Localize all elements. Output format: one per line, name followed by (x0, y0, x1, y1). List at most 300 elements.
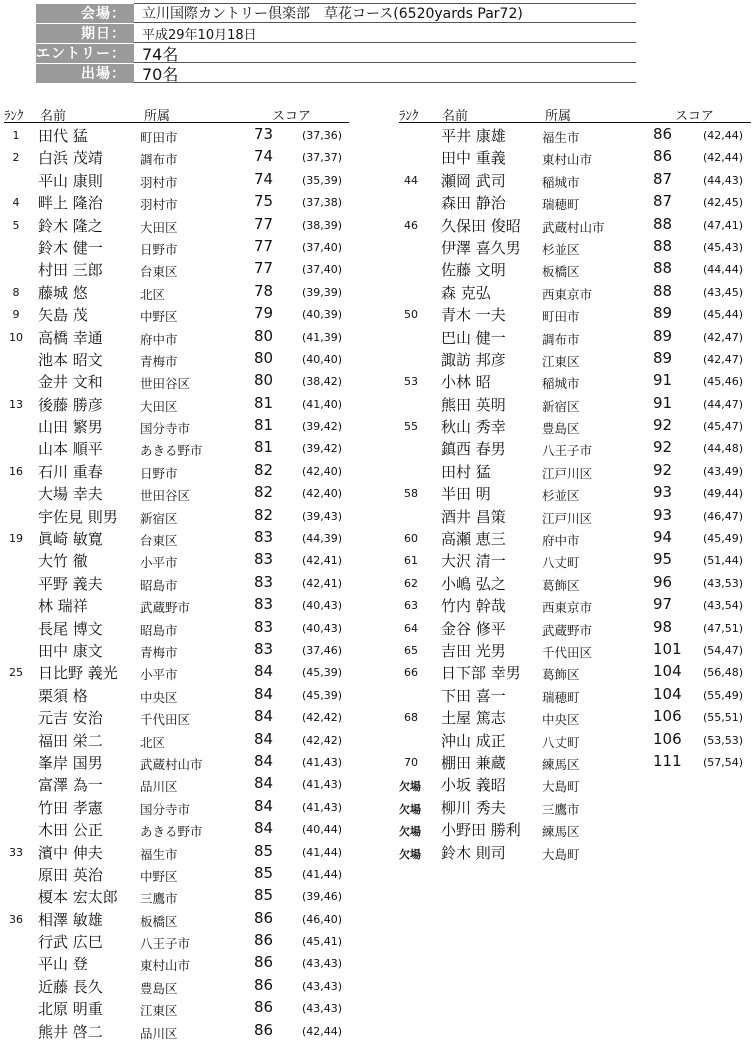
table-row (399, 728, 751, 750)
venue-label: 会場： (36, 4, 134, 23)
starters-label: 出場： (36, 64, 134, 83)
name-cell: 半田 明 (441, 485, 491, 504)
table-row (4, 817, 349, 839)
split-cell: (43,43) (302, 1002, 343, 1016)
split-cell: (45,41) (302, 935, 343, 949)
score-cell: 86 (254, 953, 274, 972)
club-cell: 武蔵村山市 (140, 756, 203, 772)
split-cell: (44,39) (302, 532, 343, 546)
split-cell: (37,40) (302, 263, 343, 277)
club-cell: 国分寺市 (140, 421, 191, 437)
rank-cell: 33 (9, 845, 23, 859)
name-cell: 金谷 修平 (441, 619, 506, 638)
rank-cell: 19 (9, 532, 23, 546)
name-cell: 鈴木 則司 (441, 843, 506, 862)
name-cell: 石川 重春 (38, 462, 103, 481)
name-cell: 伊澤 喜久男 (441, 238, 521, 257)
split-cell: (41,40) (302, 397, 343, 411)
score-cell: 83 (254, 550, 274, 569)
table-row (399, 369, 751, 391)
split-cell: (45,43) (703, 240, 744, 254)
table-row (399, 213, 751, 235)
table-row (399, 190, 751, 212)
name-cell: 棚田 兼蔵 (441, 753, 506, 772)
split-cell: (44,43) (703, 173, 744, 187)
table-row (399, 817, 751, 839)
name-cell: 諏訪 邦彦 (441, 350, 506, 369)
name-cell: 熊井 啓二 (38, 1022, 103, 1041)
club-cell: 青梅市 (140, 644, 178, 660)
table-row (4, 548, 349, 570)
score-cell: 88 (653, 214, 673, 233)
rank-cell: 36 (9, 912, 23, 926)
score-cell: 83 (254, 572, 274, 591)
name-cell: 栗須 格 (38, 686, 88, 705)
score-cell: 106 (653, 729, 682, 748)
rank-cell: 1 (12, 129, 20, 142)
club-cell: 府中市 (140, 331, 178, 347)
club-cell: 板橋区 (542, 264, 580, 280)
split-cell: (42,40) (302, 487, 343, 501)
name-cell: 平井 康雄 (441, 127, 506, 145)
rank-cell: 44 (404, 173, 418, 187)
starters-row (36, 63, 636, 83)
name-cell: 平野 義夫 (38, 574, 103, 593)
score-cell: 104 (653, 662, 682, 681)
split-cell: (45,44) (703, 308, 744, 322)
split-cell: (41,43) (302, 800, 343, 814)
name-cell: 吉田 光男 (441, 641, 506, 660)
name-cell: 久保田 俊昭 (441, 216, 521, 235)
table-row (399, 795, 751, 817)
score-cell: 80 (254, 371, 274, 390)
name-cell: 鈴木 隆之 (38, 216, 103, 235)
score-cell: 73 (254, 125, 274, 143)
name-cell: 相澤 敏雄 (38, 910, 103, 929)
club-cell: 瑞穂町 (542, 197, 580, 213)
score-cell: 84 (254, 819, 274, 838)
split-cell: (45,47) (703, 420, 744, 434)
score-cell: 89 (653, 326, 673, 345)
club-cell: 葛飾区 (542, 577, 580, 593)
split-cell: (54,47) (703, 643, 744, 657)
score-cell: 92 (653, 460, 673, 479)
name-cell: 矢島 茂 (38, 306, 88, 325)
split-cell: (42,47) (703, 352, 744, 366)
split-cell: (39,42) (302, 420, 343, 434)
score-cell: 88 (653, 259, 673, 278)
club-cell: 昭島市 (140, 577, 178, 593)
table-row (399, 347, 751, 369)
table-header (399, 105, 751, 123)
split-cell: (40,40) (302, 352, 343, 366)
name-cell: 酒井 昌策 (441, 507, 506, 526)
score-cell: 86 (254, 908, 274, 927)
club-cell: 福生市 (140, 846, 178, 862)
table-row (4, 414, 349, 436)
table-row (4, 884, 349, 906)
name-cell: 眞崎 敏寛 (38, 530, 103, 549)
table-row (4, 436, 349, 458)
rank-cell: 5 (12, 218, 20, 232)
split-cell: (37,37) (302, 151, 343, 165)
table-row (4, 593, 349, 615)
club-cell: 杉並区 (542, 488, 580, 504)
table-row (4, 951, 349, 973)
name-cell: 金井 文和 (38, 373, 103, 392)
table-row (4, 392, 349, 414)
score-header: スコア (675, 109, 715, 124)
club-cell: 府中市 (542, 533, 580, 549)
split-cell: (44,44) (703, 263, 744, 277)
club-cell: 品川区 (140, 779, 178, 795)
club-cell: 八丈町 (542, 734, 580, 750)
rank-cell: 13 (9, 397, 23, 411)
club-cell: 江東区 (542, 353, 580, 369)
venue-value: 立川国際カントリー倶楽部 草花コース(6520yards Par72) (142, 6, 523, 22)
score-cell: 86 (254, 998, 274, 1017)
score-header: スコア (272, 109, 312, 124)
table-row (399, 683, 751, 705)
name-cell: 行武 広巳 (38, 933, 103, 952)
score-cell: 77 (254, 259, 274, 278)
table-row (399, 459, 751, 481)
split-cell: (38,39) (302, 218, 343, 232)
split-cell: (42,44) (703, 129, 744, 142)
name-cell: 後藤 勝彦 (38, 395, 103, 414)
name-cell: 元吉 安治 (38, 709, 103, 728)
club-cell: 羽村市 (140, 174, 178, 190)
name-cell: 福田 栄二 (38, 731, 103, 750)
name-cell: 長尾 博文 (38, 619, 103, 638)
split-cell: (38,42) (302, 375, 343, 389)
score-cell: 91 (653, 371, 673, 390)
table-row (399, 325, 751, 347)
club-cell: 西東京市 (542, 600, 593, 616)
score-cell: 78 (254, 281, 274, 300)
score-cell: 84 (254, 707, 274, 726)
club-cell: 葛飾区 (542, 667, 580, 683)
score-cell: 86 (653, 125, 673, 143)
table-row (4, 862, 349, 884)
name-cell: 山田 繁男 (38, 418, 103, 437)
club-cell: 練馬区 (542, 756, 580, 772)
split-cell: (39,39) (302, 285, 343, 299)
rank-cell: 欠場 (399, 802, 421, 816)
results-table-right (399, 105, 751, 862)
score-cell: 80 (254, 326, 274, 345)
club-cell: 大田区 (140, 398, 178, 414)
club-cell: 千代田区 (542, 644, 593, 660)
split-cell: (42,44) (703, 151, 744, 165)
rank-cell: 62 (404, 576, 418, 590)
table-row (399, 660, 751, 682)
table-row (4, 660, 349, 682)
split-cell: (45,39) (302, 666, 343, 680)
rank-cell: 欠場 (399, 780, 421, 794)
table-row (4, 772, 349, 794)
score-cell: 111 (653, 751, 682, 770)
club-cell: 小平市 (140, 667, 178, 683)
table-row (4, 504, 349, 526)
score-cell: 104 (653, 684, 682, 703)
score-cell: 87 (653, 169, 673, 188)
table-row (399, 504, 751, 526)
name-header: 名前 (442, 109, 469, 124)
name-cell: 峯岸 国男 (38, 753, 103, 772)
club-cell: 台東区 (140, 533, 178, 549)
rank-cell: 欠場 (399, 825, 421, 839)
name-cell: 平山 登 (38, 955, 88, 974)
table-row (4, 257, 349, 279)
score-cell: 85 (254, 886, 274, 905)
table-row (4, 996, 349, 1018)
table-row (4, 325, 349, 347)
club-cell: 大田区 (140, 219, 178, 235)
club-cell: 小平市 (140, 555, 178, 571)
table-row (399, 772, 751, 794)
club-cell: 町田市 (140, 130, 178, 145)
name-cell: 田中 重義 (441, 149, 506, 168)
score-cell: 81 (254, 416, 274, 435)
name-cell: 近藤 長久 (38, 977, 103, 996)
rank-cell: 58 (404, 487, 418, 501)
table-body (399, 123, 751, 862)
name-cell: 平山 康則 (38, 171, 103, 190)
table-row (4, 235, 349, 257)
name-cell: 田代 猛 (38, 127, 88, 145)
entries-label: エントリー： (36, 44, 134, 63)
score-cell: 88 (653, 236, 673, 255)
score-cell: 74 (254, 147, 274, 166)
name-cell: 木田 公正 (38, 821, 103, 840)
name-cell: 濱中 伸夫 (38, 843, 103, 862)
club-cell: 東村山市 (542, 152, 593, 168)
club-cell: 新宿区 (542, 398, 580, 414)
split-cell: (41,43) (302, 778, 343, 792)
split-cell: (43,49) (703, 464, 744, 478)
score-cell: 94 (653, 528, 673, 547)
rank-cell: 65 (404, 643, 418, 657)
rank-cell: 55 (404, 420, 418, 434)
table-row (399, 280, 751, 302)
table-row (4, 840, 349, 862)
name-cell: 土屋 篤志 (441, 709, 506, 728)
table-row (4, 929, 349, 951)
split-cell: (40,39) (302, 308, 343, 322)
table-row (399, 548, 751, 570)
name-cell: 小坂 義昭 (441, 776, 506, 795)
score-cell: 106 (653, 707, 682, 726)
club-cell: 東村山市 (140, 958, 191, 974)
table-row (399, 414, 751, 436)
club-cell: 調布市 (140, 152, 178, 168)
club-cell: 八丈町 (542, 555, 580, 571)
club-cell: 国分寺市 (140, 801, 191, 817)
club-cell: 千代田区 (140, 712, 191, 728)
club-header: 所属 (545, 109, 572, 124)
rank-cell: 4 (12, 196, 20, 210)
club-cell: 八王子市 (140, 936, 191, 952)
club-cell: 豊島区 (140, 980, 178, 996)
rank-cell: 8 (12, 285, 20, 299)
score-cell: 96 (653, 572, 673, 591)
score-cell: 83 (254, 639, 274, 658)
name-header: 名前 (40, 109, 67, 124)
split-cell: (37,36) (302, 129, 343, 142)
split-cell: (42,41) (302, 554, 343, 568)
club-cell: 大島町 (542, 779, 580, 795)
split-cell: (51,44) (703, 554, 744, 568)
split-cell: (35,39) (302, 173, 343, 187)
name-cell: 柳川 秀夫 (441, 798, 506, 817)
split-cell: (43,53) (703, 576, 744, 590)
score-cell: 95 (653, 550, 673, 569)
rank-header: ﾗﾝｸ (4, 109, 24, 124)
name-cell: 沖山 成正 (441, 731, 506, 750)
split-cell: (41,44) (302, 867, 343, 881)
score-cell: 88 (653, 281, 673, 300)
table-row (4, 347, 349, 369)
results-table-left (4, 105, 349, 1041)
score-cell: 77 (254, 236, 274, 255)
rank-cell: 2 (12, 151, 20, 165)
rank-cell: 10 (9, 330, 23, 344)
split-cell: (43,43) (302, 957, 343, 971)
name-cell: 白浜 茂靖 (38, 149, 103, 168)
rank-cell: 46 (404, 218, 418, 232)
score-cell: 82 (254, 483, 274, 502)
rank-cell: 61 (404, 554, 418, 568)
score-cell: 81 (254, 438, 274, 457)
split-cell: (41,44) (302, 845, 343, 859)
table-row (4, 795, 349, 817)
rank-cell: 9 (12, 308, 20, 322)
name-cell: 小嶋 弘之 (441, 574, 506, 593)
score-cell: 84 (254, 751, 274, 770)
club-cell: 日野市 (140, 465, 178, 481)
split-cell: (46,40) (302, 912, 343, 926)
table-row (4, 683, 349, 705)
score-cell: 86 (254, 1020, 274, 1039)
name-cell: 高橋 幸通 (38, 328, 103, 347)
table-row (399, 526, 751, 548)
event-info (36, 3, 636, 83)
score-cell: 75 (254, 192, 274, 211)
club-cell: 西東京市 (542, 286, 593, 302)
score-cell: 97 (653, 595, 673, 614)
score-cell: 80 (254, 348, 274, 367)
score-cell: 84 (254, 662, 274, 681)
table-header (4, 105, 349, 123)
table-row (4, 280, 349, 302)
table-row (4, 213, 349, 235)
club-cell: 江戸川区 (542, 465, 593, 481)
score-cell: 77 (254, 214, 274, 233)
club-cell: 北区 (140, 734, 166, 750)
table-row (399, 302, 751, 324)
club-cell: 台東区 (140, 264, 178, 280)
club-cell: 青梅市 (140, 353, 178, 369)
rank-cell: 70 (404, 755, 418, 769)
name-cell: 宇佐見 則男 (38, 507, 118, 526)
club-cell: あきる野市 (140, 443, 203, 459)
split-cell: (42,45) (703, 196, 744, 210)
club-cell: 瑞穂町 (542, 689, 580, 705)
split-cell: (46,47) (703, 509, 744, 523)
table-row (399, 235, 751, 257)
name-cell: 小林 昭 (441, 373, 491, 392)
score-cell: 89 (653, 348, 673, 367)
entries-value: 74名 (142, 44, 179, 64)
name-cell: 畔上 隆治 (38, 194, 103, 213)
name-cell: 竹田 孝憲 (38, 798, 103, 817)
name-cell: 大竹 徹 (38, 552, 88, 571)
score-cell: 86 (653, 147, 673, 166)
split-cell: (55,49) (703, 688, 744, 702)
name-cell: 森田 静治 (441, 194, 506, 213)
split-cell: (44,48) (703, 442, 744, 456)
name-cell: 大場 幸夫 (38, 485, 103, 504)
score-cell: 83 (254, 595, 274, 614)
table-row (399, 436, 751, 458)
club-cell: 武蔵野市 (140, 600, 191, 616)
rank-cell: 64 (404, 621, 418, 635)
name-cell: 大沢 清一 (441, 552, 506, 571)
club-cell: 中野区 (140, 309, 178, 325)
club-cell: 中野区 (140, 868, 178, 884)
split-cell: (40,43) (302, 621, 343, 635)
name-cell: 青木 一夫 (441, 306, 506, 325)
club-cell: 稲城市 (542, 376, 580, 392)
rank-header: ﾗﾝｸ (399, 109, 419, 124)
club-cell: 三鷹市 (542, 801, 580, 817)
name-cell: 鈴木 健一 (38, 238, 103, 257)
split-cell: (41,39) (302, 330, 343, 344)
table-row (4, 145, 349, 167)
split-cell: (37,38) (302, 196, 343, 210)
club-cell: 日野市 (140, 241, 178, 257)
club-cell: 世田谷区 (140, 376, 191, 392)
name-cell: 林 瑞祥 (38, 597, 88, 616)
split-cell: (42,40) (302, 464, 343, 478)
split-cell: (43,54) (703, 599, 744, 613)
club-cell: 武蔵村山市 (542, 219, 605, 235)
table-row (399, 571, 751, 593)
rank-cell: 60 (404, 532, 418, 546)
rank-cell: 25 (9, 666, 23, 680)
split-cell: (56,48) (703, 666, 744, 680)
table-row (399, 840, 751, 862)
rank-cell: 16 (9, 464, 23, 478)
split-cell: (37,40) (302, 240, 343, 254)
score-cell: 84 (254, 796, 274, 815)
table-row (4, 459, 349, 481)
split-cell: (39,43) (302, 509, 343, 523)
rank-cell: 66 (404, 666, 418, 680)
name-cell: 瀬岡 武司 (441, 171, 506, 190)
date-label: 期日： (36, 24, 134, 43)
table-row (4, 168, 349, 190)
name-cell: 北原 明重 (38, 1000, 103, 1019)
club-cell: 昭島市 (140, 622, 178, 638)
club-cell: 豊島区 (542, 421, 580, 437)
table-row (4, 750, 349, 772)
name-cell: 藤城 悠 (38, 283, 88, 302)
name-cell: 高瀬 恵三 (441, 530, 506, 549)
split-cell: (47,41) (703, 218, 744, 232)
score-cell: 98 (653, 617, 673, 636)
